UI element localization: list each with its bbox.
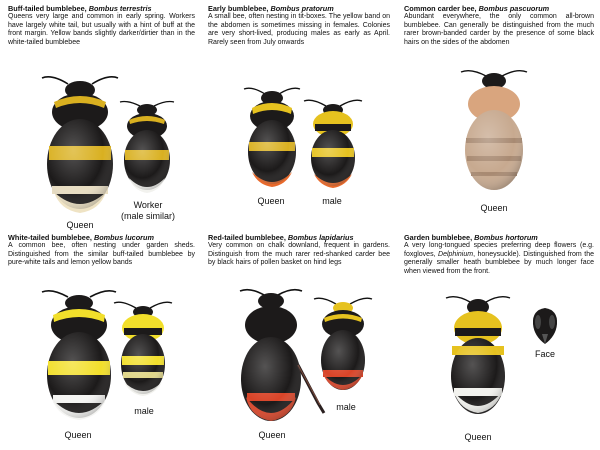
label-queen: Queen <box>258 430 286 440</box>
panel-description: Queens very large and common in early spring. Workers have largely white tail, but usually with a hint of buff at the front margin. Yellow bands slightly darker/dirtier than in the white-tailed bumblebee <box>8 13 195 46</box>
bee-illustration-early-male <box>304 96 362 192</box>
panel-white-tailed <box>8 233 195 268</box>
bee-illustration-red-tailed-male <box>314 294 372 398</box>
label-face: Face <box>534 349 555 359</box>
panel-garden <box>404 233 594 276</box>
panel-description: A very long-tongued species preferring deep flowers (e.g. foxgloves, Delphinium, honeysuckle). Distinguished from the generally smaller heath bumblebee by much longer face when viewed from the front. <box>404 242 594 275</box>
panel-red-tailed <box>208 233 390 268</box>
bee-illustration-white-tailed-queen <box>40 285 118 425</box>
label-male: male <box>336 402 356 412</box>
panel-description: A common bee, often nesting under garden sheds. Distinguished from the similar buff-tailed bumblebee by pure-white tails and lemon yellow bands <box>8 242 195 267</box>
panel-title: White-tailed bumblebee, Bombus lucorum <box>8 233 154 242</box>
label-male: male <box>134 406 154 416</box>
panel-description: A small bee, often nesting in tit-boxes. The yellow band on the abdomen is sometimes missing in females. Colonies are very short-lived, producing males as early as April. Rarely seen from July onwards <box>208 13 390 46</box>
panel-title: Early bumblebee, Bombus pratorum <box>208 4 334 13</box>
label-queen: Queen <box>464 432 492 442</box>
panel-common-carder <box>404 4 594 47</box>
label-male-similar: (male similar) <box>121 211 175 221</box>
bee-face-illustration <box>530 306 560 346</box>
label-queen: Queen <box>64 430 92 440</box>
panel-early <box>208 4 390 47</box>
panel-description: Abundant everywhere, the only common all-brown bumblebee. Can generally be distinguished from the much rarer brown-banded carder by the presence of some black hairs on the sides of the abdomen <box>404 13 594 46</box>
panel-title: Garden bumblebee, Bombus hortorum <box>404 233 538 242</box>
panel-title: Red-tailed bumblebee, Bombus lapidarius <box>208 233 354 242</box>
label-queen: Queen <box>66 220 94 230</box>
label-queen: Queen <box>480 203 508 213</box>
panel-title: Buff-tailed bumblebee, Bombus terrestris <box>8 4 152 13</box>
bee-illustration-garden-queen <box>446 292 510 422</box>
panel-buff-tailed <box>8 4 195 47</box>
label-worker: Worker <box>133 200 163 210</box>
panel-title: Common carder bee, Bombus pascuorum <box>404 4 550 13</box>
bee-illustration-early-queen <box>244 84 300 192</box>
bee-illustration-buff-tailed-queen <box>40 68 120 218</box>
label-male: male <box>322 196 342 206</box>
label-queen: Queen <box>257 196 285 206</box>
bee-illustration-common-carder-queen <box>459 66 529 196</box>
bee-illustration-white-tailed-male <box>114 298 172 402</box>
bee-illustration-buff-tailed-worker <box>120 96 174 196</box>
panel-description: Very common on chalk downland, frequent in gardens. Distinguish from the much rarer red-shanked carder bee by black hairs of pollen basket on hind legs <box>208 242 390 267</box>
